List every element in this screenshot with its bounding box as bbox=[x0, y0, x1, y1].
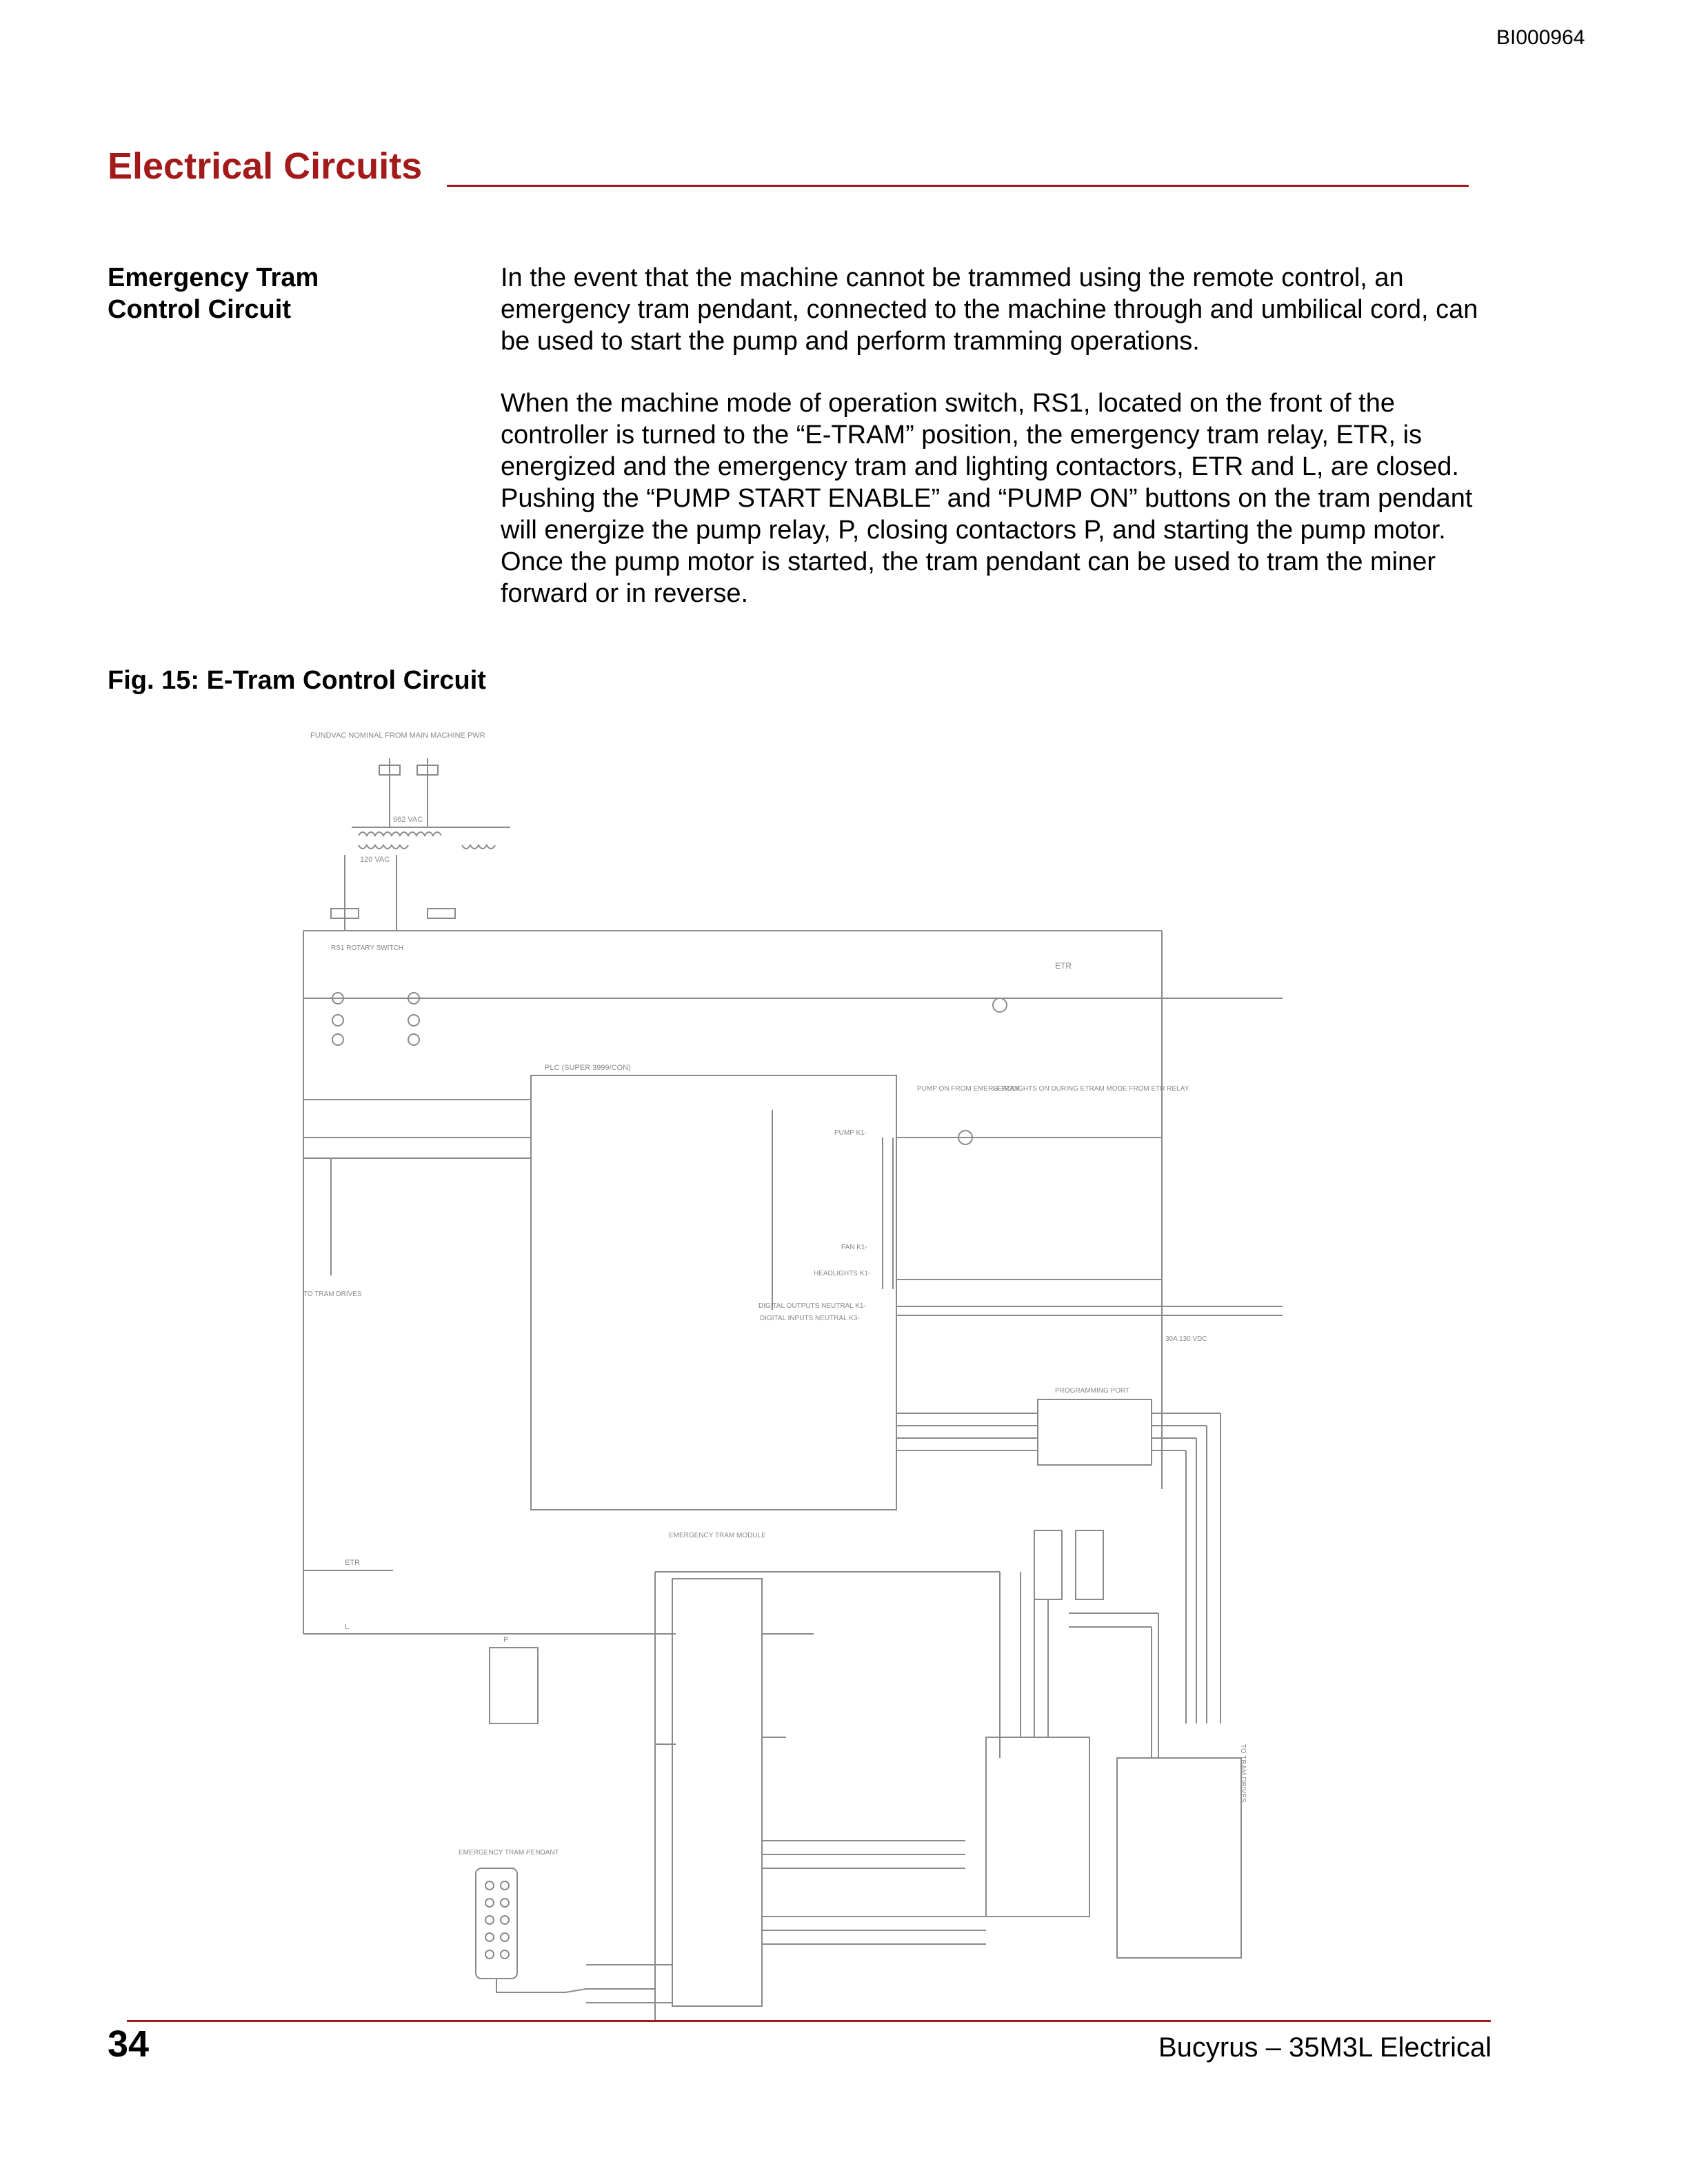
label-dig-in-neutral: DIGITAL INPUTS NEUTRAL K3- bbox=[760, 1315, 860, 1322]
label-xfmr-primary: 962 VAC bbox=[393, 816, 423, 824]
label-pump-out: PUMP K1- bbox=[834, 1129, 867, 1137]
label-headlights-out: HEADLIGHTS K1- bbox=[814, 1270, 871, 1277]
label-supply: FUNDVAC NOMINAL FROM MAIN MACHINE PWR bbox=[310, 731, 485, 740]
title-rule bbox=[447, 185, 1469, 187]
section-title: Electrical Circuits bbox=[108, 145, 423, 187]
label-p-block: P bbox=[503, 1636, 509, 1644]
svg-text:RS1 ROTARY SWITCH: RS1 ROTARY SWITCH bbox=[331, 944, 404, 952]
figure-caption: Fig. 15: E-Tram Control Circuit bbox=[108, 666, 486, 695]
label-pump-on: PUMP ON FROM EMERG TRAM bbox=[917, 1085, 1021, 1093]
label-voltage-note: 30A 130 VDC bbox=[1165, 1335, 1207, 1343]
label-etram-module: EMERGENCY TRAM MODULE bbox=[669, 1532, 766, 1539]
body-paragraph-2: When the machine mode of operation switch, RS1, located on the front of the controller is turned to the “E-TRAM” position, the emergency tram relay, ETR, is energized and the emergency tram and lighting contactors, ETR and L, are closed. Pushing the “PUMP START ENABLE” and “PUMP ON” buttons on the tram pendant will energize the pump relay, P, closing contactors P, and starting the pump motor. Once the pump motor is started, the tram pendant can be used to tram the miner forward or in reverse. bbox=[501, 389, 1473, 608]
label-prog-port: PROGRAMMING PORT bbox=[1055, 1387, 1130, 1395]
label-etr-lower: ETR bbox=[345, 1559, 360, 1567]
label-to-tram-drives-left: TO TRAM DRIVES bbox=[303, 1291, 362, 1298]
label-fan-out: FAN K1- bbox=[841, 1244, 867, 1251]
footer-rule bbox=[127, 2020, 1491, 2022]
document-id: BI000964 bbox=[1496, 26, 1585, 49]
page-number: 34 bbox=[108, 2023, 150, 2065]
side-heading bbox=[108, 262, 480, 325]
label-headlights: HEADLIGHTS ON DURING ETRAM MODE FROM ETR RELAY bbox=[993, 1085, 1189, 1093]
side-heading-line2: Control Circuit bbox=[108, 295, 291, 324]
side-heading-line1: Emergency Tram bbox=[108, 263, 319, 292]
e-tram-circuit-diagram bbox=[290, 724, 1283, 2020]
label-dig-out-neutral: DIGITAL OUTPUTS NEUTRAL K1- bbox=[758, 1302, 866, 1310]
label-l-lower: L bbox=[345, 1623, 350, 1631]
label-pendant: EMERGENCY TRAM PENDANT bbox=[459, 1849, 559, 1857]
label-to-tram-drives-right: TO TRAM DRIVES bbox=[1239, 1744, 1247, 1803]
footer-title: Bucyrus – 35M3L Electrical bbox=[1158, 2032, 1492, 2063]
body-paragraph-1: In the event that the machine cannot be trammed using the remote control, an emergency tram pendant, connected to the machine through and umbilical cord, can be used to start the pump and perform tramming operations. bbox=[501, 263, 1478, 356]
label-etr-top: ETR bbox=[1055, 961, 1072, 971]
label-xfmr-secondary: 120 VAC bbox=[360, 856, 390, 864]
label-plc: PLC (SUPER 3999/CON) bbox=[545, 1064, 631, 1072]
